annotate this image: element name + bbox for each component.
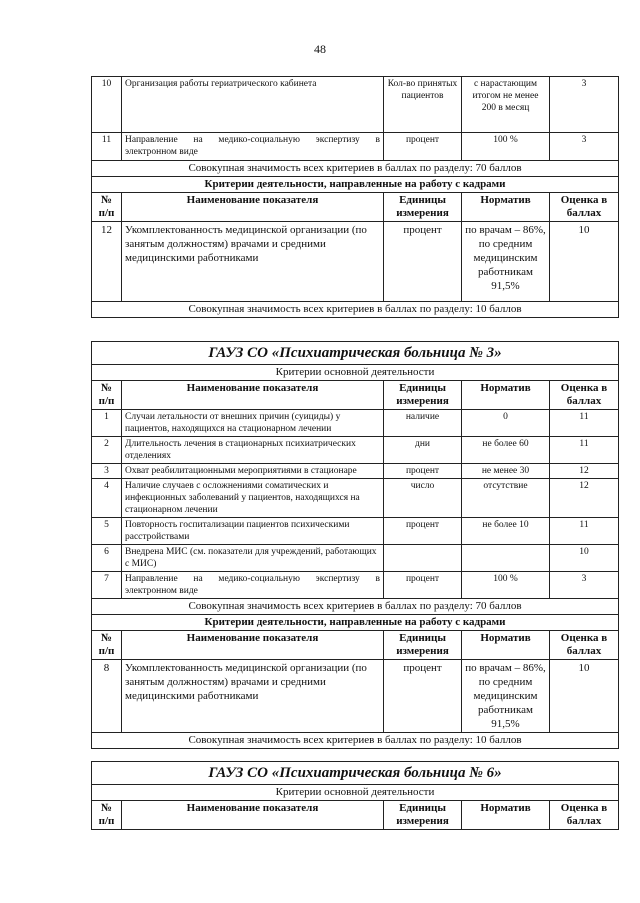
row-num: 7 [92, 572, 122, 599]
header-unit: Единицы измерения [384, 381, 462, 410]
indicator-name: Длительность лечения в стационарных психиатрических отделениях [122, 437, 384, 464]
page-number: 48 [314, 42, 326, 56]
table-row [92, 77, 619, 133]
indicator-name: Организация работы гериатрического кабинета [122, 77, 384, 133]
header-row [92, 381, 619, 410]
table-row [92, 479, 619, 518]
indicator-name: Наличие случаев с осложнениями соматических и инфекционных заболеваний у пациентов, находящихся на стационарном лечении [122, 479, 384, 518]
score: 11 [550, 437, 619, 464]
hospital-title-row [92, 762, 619, 785]
table-row [92, 660, 619, 733]
header-norm: Норматив [462, 801, 550, 830]
header-row [92, 631, 619, 660]
header-score: Оценка в баллах [550, 381, 619, 410]
section-total [92, 733, 619, 749]
section-heading-text: Критерии деятельности, направленные на работу с кадрами [92, 615, 619, 631]
section-total-text: Совокупная значимость всех критериев в баллах по разделу: 10 баллов [92, 302, 619, 318]
header-num: № п/п [92, 381, 122, 410]
indicator-name: Укомплектованность медицинской организации (по занятым должностям) врачами и средними медицинскими работниками [122, 660, 384, 733]
row-num: 1 [92, 410, 122, 437]
indicator-name: Внедрена МИС (см. показатели для учреждений, работающих с МИС) [122, 545, 384, 572]
norm: не более 60 [462, 437, 550, 464]
row-num: 5 [92, 518, 122, 545]
section-total-text: Совокупная значимость всех критериев в баллах по разделу: 70 баллов [92, 599, 619, 615]
score: 12 [550, 479, 619, 518]
header-name: Наименование показателя [122, 381, 384, 410]
hospital-title: ГАУЗ СО «Психиатрическая больница № 3» [92, 342, 619, 365]
section-heading [92, 785, 619, 801]
section-heading-text: Критерии основной деятельности [92, 365, 619, 381]
table-row [92, 222, 619, 302]
score: 11 [550, 518, 619, 545]
header-unit: Единицы измерения [384, 193, 462, 222]
section-total [92, 599, 619, 615]
table-row [92, 518, 619, 545]
unit: число [384, 479, 462, 518]
norm: 0 [462, 410, 550, 437]
row-num: 8 [92, 660, 122, 733]
indicator-name: Охват реабилитационными мероприятиями в стационаре [122, 464, 384, 479]
norm [462, 545, 550, 572]
table-row [92, 572, 619, 599]
norm: отсутствие [462, 479, 550, 518]
score: 3 [550, 572, 619, 599]
table-row [92, 464, 619, 479]
norm: 100 % [462, 133, 550, 161]
row-num: 6 [92, 545, 122, 572]
score: 3 [550, 77, 619, 133]
header-norm: Норматив [462, 381, 550, 410]
hospital-title-row [92, 342, 619, 365]
row-num: 3 [92, 464, 122, 479]
unit: процент [384, 572, 462, 599]
header-row [92, 801, 619, 830]
unit: Кол-во принятых пациентов [384, 77, 462, 133]
norm: по врачам – 86%, по средним медицинским работникам 91,5% [462, 222, 550, 302]
hospital-6-table [91, 761, 619, 830]
section-heading [92, 615, 619, 631]
unit: дни [384, 437, 462, 464]
header-norm: Норматив [462, 193, 550, 222]
section-total-text: Совокупная значимость всех критериев в баллах по разделу: 70 баллов [92, 161, 619, 177]
unit [384, 545, 462, 572]
indicator-name: Случаи летальности от внешних причин (суициды) у пациентов, находящихся на стационарном лечении [122, 410, 384, 437]
unit: наличие [384, 410, 462, 437]
criteria-table-continued [91, 76, 619, 318]
unit: процент [384, 133, 462, 161]
header-norm: Норматив [462, 631, 550, 660]
section-heading [92, 365, 619, 381]
score: 10 [550, 222, 619, 302]
score: 12 [550, 464, 619, 479]
hospital-3-table [91, 341, 619, 749]
header-unit: Единицы измерения [384, 631, 462, 660]
norm: не более 10 [462, 518, 550, 545]
header-score: Оценка в баллах [550, 193, 619, 222]
unit: процент [384, 660, 462, 733]
score: 11 [550, 410, 619, 437]
header-name: Наименование показателя [122, 631, 384, 660]
header-num: № п/п [92, 193, 122, 222]
indicator-name: Направление на медико-социальную экспертизу в электронном виде [122, 572, 384, 599]
unit: процент [384, 518, 462, 545]
hospital-title: ГАУЗ СО «Психиатрическая больница № 6» [92, 762, 619, 785]
section-heading [92, 177, 619, 193]
header-num: № п/п [92, 631, 122, 660]
section-total-text: Совокупная значимость всех критериев в баллах по разделу: 10 баллов [92, 733, 619, 749]
unit: процент [384, 222, 462, 302]
norm: по врачам – 86%, по средним медицинским работникам 91,5% [462, 660, 550, 733]
header-name: Наименование показателя [122, 801, 384, 830]
table-row [92, 410, 619, 437]
header-score: Оценка в баллах [550, 801, 619, 830]
section-heading-text: Критерии деятельности, направленные на работу с кадрами [92, 177, 619, 193]
section-heading-text: Критерии основной деятельности [92, 785, 619, 801]
header-num: № п/п [92, 801, 122, 830]
score: 10 [550, 660, 619, 733]
score: 10 [550, 545, 619, 572]
section-total [92, 302, 619, 318]
unit: процент [384, 464, 462, 479]
table-row [92, 545, 619, 572]
header-unit: Единицы измерения [384, 801, 462, 830]
section-total [92, 161, 619, 177]
indicator-name: Направление на медико-социальную экспертизу в электронном виде [122, 133, 384, 161]
row-num: 11 [92, 133, 122, 161]
row-num: 4 [92, 479, 122, 518]
score: 3 [550, 133, 619, 161]
indicator-name: Повторность госпитализации пациентов психическими расстройствами [122, 518, 384, 545]
row-num: 10 [92, 77, 122, 133]
header-row [92, 193, 619, 222]
norm: 100 % [462, 572, 550, 599]
row-num: 12 [92, 222, 122, 302]
norm: с нарастающим итогом не менее 200 в месяц [462, 77, 550, 133]
indicator-name: Укомплектованность медицинской организации (по занятым должностям) врачами и средними медицинскими работниками [122, 222, 384, 302]
header-score: Оценка в баллах [550, 631, 619, 660]
row-num: 2 [92, 437, 122, 464]
header-name: Наименование показателя [122, 193, 384, 222]
norm: не менее 30 [462, 464, 550, 479]
table-row [92, 437, 619, 464]
table-row [92, 133, 619, 161]
